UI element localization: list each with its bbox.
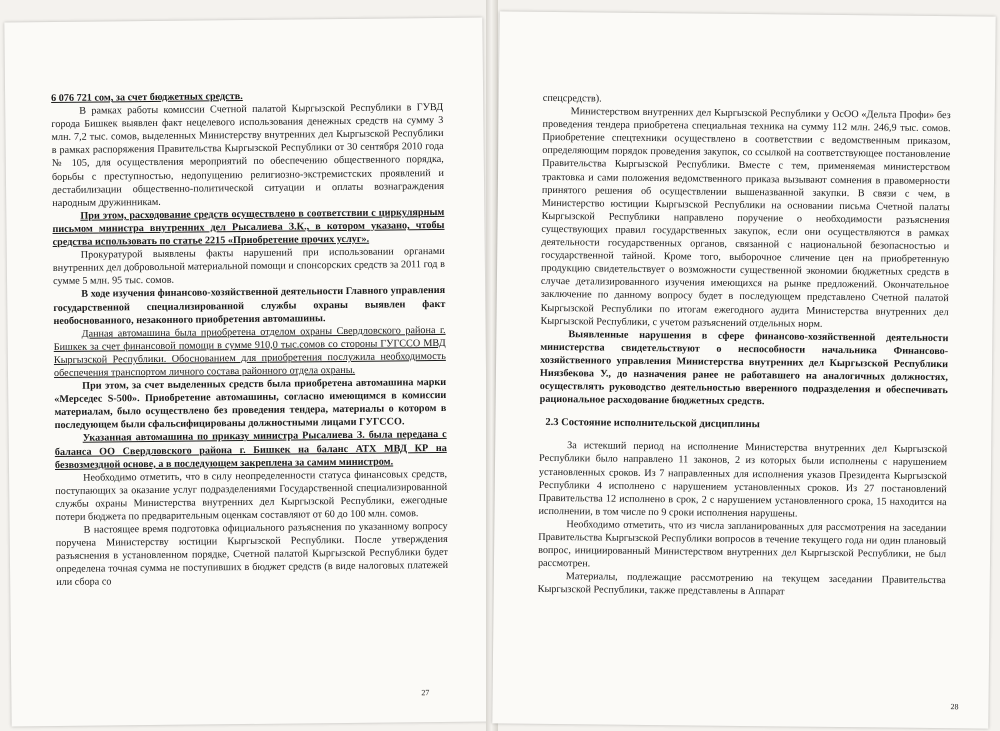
paragraph: Материалы, подлежащие рассмотрению на текущем заседании Правительства Кыргызской Республики, также представлены в Аппарат	[537, 571, 946, 598]
paragraph: При этом, за счет выделенных средств была приобретена автомашина марки «Мерседес S-500». Приобретение автомашины, согласно имеющимся в комиссии материалам, было осуществлено без проведения тендера, материалы о котором в последующем были сфальсифицированы должностными лицами ГУГССО.	[54, 376, 447, 432]
page-number: 28	[950, 702, 959, 712]
paragraph: Необходимо отметить, что из числа запланированных для рассмотрения на заседании Правительства Кыргызской Республики вопросов в течение текущего года ни один плановый вопрос, инициированный Министерством внутренних дел Кыргызской Республики, не был рассмотрен.	[537, 519, 947, 570]
page-left-text	[50, 18, 448, 590]
paragraph: В настоящее время подготовка официального разъяснения по указанному вопросу поручена Министерству юстиции Кыргызской Республики. После утверждения разъяснения в установленном порядке, Счетной палатой Кыргызской Республики будет определена точная сумма не поступивших в бюджет средств (в виде налоговых платежей или сбора со	[55, 521, 449, 589]
paragraph: спецсредств).	[542, 92, 602, 105]
page-right-text	[538, 12, 952, 601]
paragraph: Министерством внутренних дел Кыргызской Республики у ОсОО «Дельта Профи» без проведения тендера приобретена специальная техника на сумму 112 млн. 246,9 тыс. сомов. Приобретение спецтехники осуществлено в соответствии с ведомственным приказом, определяющим порядок проведения закупок, со ссылкой на соответствующее постановление Правительства Кыргызской Республики. Вместе с тем, применяемая министерством трактовка и сами положения ведомственного приказа вызывают сомнения в правомерности принятого решения об осуществлении вышеназванной закупки. В связи с чем, в Министерство юстиции Кыргызской Республики на основании письма Счетной палаты Кыргызской Республики направлено поручение о необходимости разъяснения существующих правил государственных закупок, если они осуществляются в рамках деятельности государственных органов, связанной с национальной безопасностью и государственной тайной. Кроме того, выборочное сличение цен на приобретенную продукцию свидетельствует о возможности существенной экономии бюджетных средств в случае детализированного изучения имеющихся на рынке предложений. Окончательное заключение по данному вопросу будет в последующем представлено Счетной палатой Кыргызской Республики по итогам ежегодного аудита Министерства внутренних дел Кыргызской Республики, с учетом разъяснений отдельных норм.	[540, 106, 951, 330]
page-number: 27	[421, 688, 430, 698]
paragraph: При этом, расходование средств осуществлено в соответствии с циркулярным письмом министра внутренних дел Рысалиева З.К., в котором указано, чтобы средства использовать по статье 2215 «Приобретение прочих услуг».	[52, 206, 445, 249]
paragraph: За истекший период на исполнение Министерства внутренних дел Кыргызской Республики было направлено 11 законов, 2 из которых были исполнены с нарушением установленных сроков. Из 7 направленных для исполнения указов Президента Кыргызской Республики 4 исполнено с нарушением установленных сроков. Из 27 постановлений Правительства 12 исполнено в срок, 2 с нарушением установленного срока, 15 находится на исполнении, в том числе по 9 сроки исполнения нарушены.	[538, 440, 948, 520]
paragraph: Выявленные нарушения в сфере финансово-хозяйственной деятельности министерства свидетельствуют о неспособности начальника Финансово-хозяйственного управления Министерства внутренних дел Кыргызской Республики Ниязбекова У., до назначения ранее не работавшего на аналогичных должностях, осуществлять руководство деятельностью вверенного подразделения и обеспечивать рациональное расходование бюджетных средств.	[539, 328, 949, 408]
paragraph: В рамках работы комиссии Счетной палатой Кыргызской Республики в ГУВД города Бишкек выявлен факт нецелевого использования денежных средств на сумму 3 млн. 7,2 тыс. сомов, выделенных Министерству внутренних дел Кыргызской Республики в рамках распоряжения Правительства Кыргызской Республики от 30 сентября 2010 года № 105, для осуществления мероприятий по обеспечению общественного порядка, борьбы с преступностью, недопущению религиозно-экстремистских проявлений и дестабилизации общественно-политической ситуации и оплаты вознаграждения народным дружинникам.	[51, 102, 445, 209]
page-left	[4, 18, 489, 727]
paragraph: Необходимо отметить, что в силу неопределенности статуса финансовых средств, поступающих за оказание услуг подразделениями Государственной специализированной службы охраны Министерства внутренних дел Кыргызской Республики, ежегодные потери бюджета по предварительным оценкам составляют от 60 до 100 млн. сомов.	[55, 468, 448, 524]
paragraph: В ходе изучения финансово-хозяйственной деятельности Главного управления государственной специализированной службы охраны выявлен факт необоснованного, незаконного приобретения автомашины.	[53, 285, 446, 327]
paragraph: Прокуратурой выявлены факты нарушений при использовании органами внутренних дел добровольной материальной помощи и спонсорских средств за 2011 год в сумме 5 млн. 95 тыс. сомов.	[52, 246, 445, 288]
section-heading: 2.3 Состояние исполнительской дисциплины	[545, 417, 760, 431]
paragraph: Данная автомашина была приобретена отделом охраны Свердловского района г. Бишкек за счет финансовой помощи в сумме 910,0 тыс.сомов со стороны ГУГССО МВД Кыргызской Республики. Обоснованием для приобретения послужила необходимость обеспечения транспортом личного состава районного отдела охраны.	[53, 324, 446, 379]
paragraph: Указанная автомашина по приказу министра Рысалиева З. была передана с баланса ОО Свердловского района г. Бишкек на баланс АТХ МВД КР на безвозмездной основе, а в последующем закреплена за самим министром.	[54, 429, 447, 471]
page-right	[492, 11, 995, 728]
amount-line: 6 076 721 сом, за счет бюджетных средств.	[51, 91, 243, 105]
